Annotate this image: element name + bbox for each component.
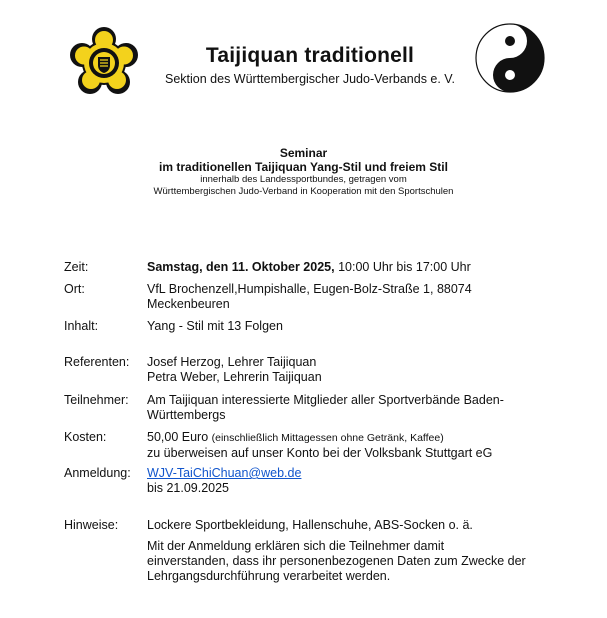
seminar-style: im traditionellen Taijiquan Yang-Stil und freiem Stil [159, 160, 448, 174]
page-subtitle: Sektion des Württembergischer Judo-Verbands e. V. [165, 72, 455, 86]
kosten-label: Kosten: [64, 430, 107, 444]
kosten-line2: zu überweisen auf unser Konto bei der Volksbank Stuttgart eG [147, 446, 493, 460]
referent-2: Petra Weber, Lehrerin Taijiquan [147, 370, 322, 384]
ort-line1: VfL Brochenzell,Humpishalle, Eugen-Bolz-Straße 1, 88074 [147, 282, 472, 296]
seminar-context-line1: innerhalb des Landessportbundes, getragen vom [200, 174, 407, 185]
inhalt-value: Yang - Stil mit 13 Folgen [147, 319, 283, 333]
hinweise-line1: Lockere Sportbekleidung, Hallenschuhe, ABS-Socken o. ä. [147, 518, 473, 532]
hinweise-paragraph [147, 539, 547, 584]
seminar-heading [0, 146, 607, 198]
ort-value [147, 282, 547, 312]
hinweise-p2: einverstanden, dass ihr personenbezogenen Daten zum Zwecke der [147, 554, 526, 568]
seminar-title: Seminar [279, 146, 328, 160]
hinweise-p3: Lehrgangsdurchführung verarbeitet werden. [147, 569, 391, 583]
judo-association-logo [68, 27, 140, 99]
ort-label: Ort: [64, 282, 85, 296]
zeit-value [147, 260, 547, 275]
anmeldung-deadline: bis 21.09.2025 [147, 481, 230, 495]
zeit-time: 10:00 Uhr bis 17:00 Uhr [334, 260, 471, 274]
yin-yang-icon [474, 22, 546, 94]
hinweise-value [147, 518, 547, 584]
zeit-label: Zeit: [64, 260, 89, 274]
anmeldung-email-link[interactable]: WJV-TaiChiChuan@web.de [147, 466, 302, 480]
header [150, 44, 470, 86]
kosten-amount: 50,00 Euro [147, 430, 212, 444]
zeit-date: Samstag, den 11. Oktober 2025, [147, 260, 335, 274]
anmeldung-label: Anmeldung: [64, 466, 131, 480]
referenten-value [147, 355, 547, 385]
teilnehmer-value [147, 393, 547, 423]
inhalt-label: Inhalt: [64, 319, 99, 333]
teilnehmer-line1: Am Taijiquan interessierte Mitglieder aller Sportverbände Baden- [147, 393, 504, 407]
kosten-value [147, 430, 547, 461]
hinweise-label: Hinweise: [64, 518, 119, 532]
teilnehmer-line2: Württembergs [147, 408, 226, 422]
referent-1: Josef Herzog, Lehrer Taijiquan [147, 355, 317, 369]
kosten-note: (einschließlich Mittagessen ohne Getränk, Kaffee) [211, 432, 444, 444]
teilnehmer-label: Teilnehmer: [64, 393, 129, 407]
referenten-label: Referenten: [64, 355, 130, 369]
anmeldung-value [147, 466, 547, 496]
page-title: Taijiquan traditionell [205, 44, 415, 67]
ort-line2: Meckenbeuren [147, 297, 230, 311]
seminar-context-line2: Württembergischen Judo-Verband in Kooperation mit den Sportschulen [153, 186, 454, 197]
hinweise-p1: Mit der Anmeldung erklären sich die Teilnehmer damit [147, 539, 445, 553]
